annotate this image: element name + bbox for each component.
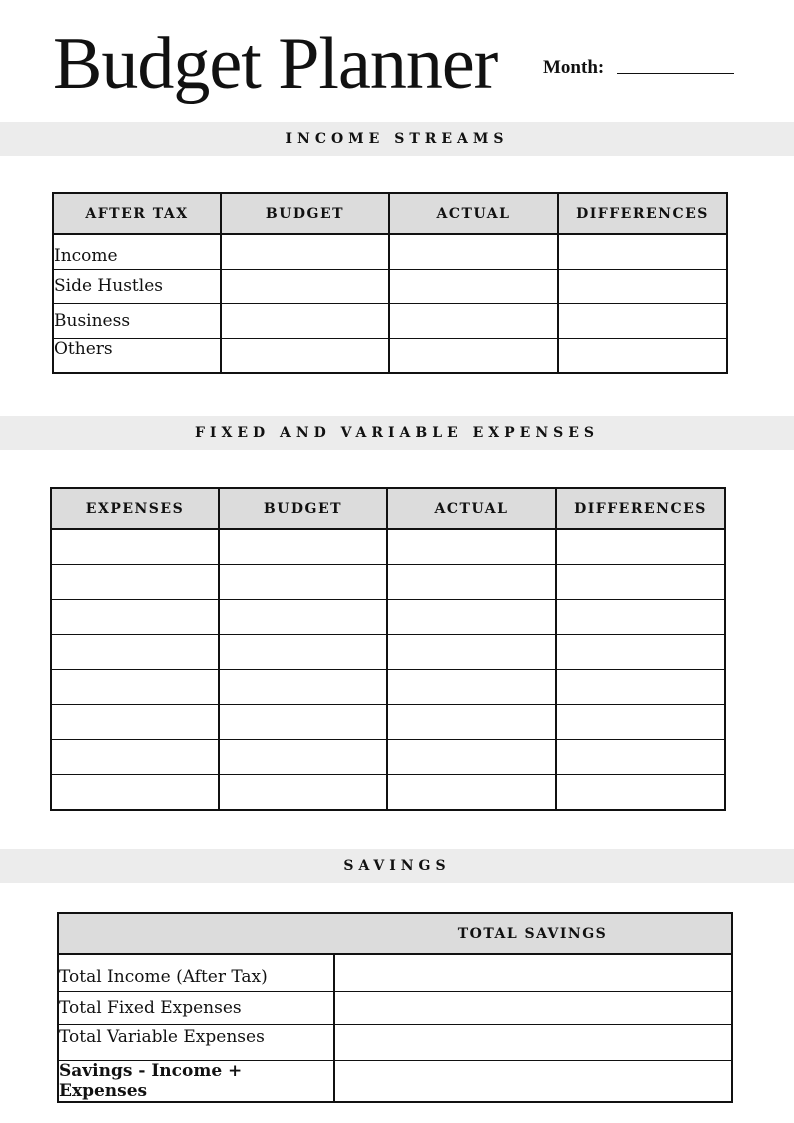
table-row xyxy=(58,1024,732,1060)
income-row-label: Income xyxy=(53,234,221,269)
actual-cell[interactable] xyxy=(387,529,556,564)
actual-cell[interactable] xyxy=(387,669,556,704)
actual-cell[interactable] xyxy=(389,338,558,373)
table-row xyxy=(53,303,727,338)
income-row-label: Others xyxy=(53,338,221,373)
table-row xyxy=(51,634,725,669)
table-row xyxy=(51,599,725,634)
actual-cell[interactable] xyxy=(387,774,556,810)
differences-cell[interactable] xyxy=(556,669,725,704)
total-savings-cell[interactable] xyxy=(334,991,732,1024)
savings-section-header: SAVINGS xyxy=(0,849,794,883)
column-header-budget: BUDGET xyxy=(219,488,387,529)
differences-cell[interactable] xyxy=(556,564,725,599)
budget-cell[interactable] xyxy=(219,739,387,774)
column-header-after-tax: AFTER TAX xyxy=(53,193,221,234)
expense-name-cell[interactable] xyxy=(51,634,219,669)
income-section-header: INCOME STREAMS xyxy=(0,122,794,156)
differences-cell[interactable] xyxy=(558,234,727,269)
page-title: Budget Planner xyxy=(53,23,498,105)
expense-name-cell[interactable] xyxy=(51,599,219,634)
savings-row-label: Total Variable Expenses xyxy=(58,1024,334,1060)
savings-header-blank xyxy=(58,913,334,954)
budget-cell[interactable] xyxy=(221,269,389,303)
budget-cell[interactable] xyxy=(221,303,389,338)
expense-name-cell[interactable] xyxy=(51,704,219,739)
table-row xyxy=(53,234,727,269)
income-row-label: Business xyxy=(53,303,221,338)
differences-cell[interactable] xyxy=(556,599,725,634)
actual-cell[interactable] xyxy=(389,234,558,269)
table-row xyxy=(58,954,732,991)
table-row xyxy=(51,739,725,774)
savings-table xyxy=(57,912,733,1103)
column-header-actual: ACTUAL xyxy=(389,193,558,234)
actual-cell[interactable] xyxy=(387,634,556,669)
actual-cell[interactable] xyxy=(387,599,556,634)
expense-name-cell[interactable] xyxy=(51,774,219,810)
differences-cell[interactable] xyxy=(556,529,725,564)
month-input-line[interactable] xyxy=(617,73,734,74)
total-savings-cell[interactable] xyxy=(334,954,732,991)
expense-name-cell[interactable] xyxy=(51,669,219,704)
actual-cell[interactable] xyxy=(387,564,556,599)
column-header-actual: ACTUAL xyxy=(387,488,556,529)
differences-cell[interactable] xyxy=(558,303,727,338)
table-row xyxy=(53,269,727,303)
expenses-section-header: FIXED AND VARIABLE EXPENSES xyxy=(0,416,794,450)
table-row xyxy=(51,529,725,564)
savings-row-label: Total Fixed Expenses xyxy=(58,991,334,1024)
budget-cell[interactable] xyxy=(219,599,387,634)
month-label: Month: xyxy=(543,57,605,78)
budget-cell[interactable] xyxy=(221,234,389,269)
column-header-expenses: EXPENSES xyxy=(51,488,219,529)
differences-cell[interactable] xyxy=(556,704,725,739)
savings-formula-label: Savings - Income + Expenses xyxy=(58,1060,334,1102)
expenses-table xyxy=(50,487,726,811)
table-row xyxy=(58,1060,732,1102)
budget-cell[interactable] xyxy=(219,564,387,599)
expense-name-cell[interactable] xyxy=(51,739,219,774)
differences-cell[interactable] xyxy=(556,739,725,774)
column-header-total-savings: TOTAL SAVINGS xyxy=(334,913,732,954)
expense-name-cell[interactable] xyxy=(51,529,219,564)
column-header-differences: DIFFERENCES xyxy=(558,193,727,234)
differences-cell[interactable] xyxy=(556,774,725,810)
actual-cell[interactable] xyxy=(387,739,556,774)
table-row xyxy=(58,991,732,1024)
differences-cell[interactable] xyxy=(556,634,725,669)
column-header-budget: BUDGET xyxy=(221,193,389,234)
income-row-label: Side Hustles xyxy=(53,269,221,303)
budget-cell[interactable] xyxy=(219,634,387,669)
expense-name-cell[interactable] xyxy=(51,564,219,599)
differences-cell[interactable] xyxy=(558,338,727,373)
table-row xyxy=(51,564,725,599)
actual-cell[interactable] xyxy=(387,704,556,739)
column-header-differences: DIFFERENCES xyxy=(556,488,725,529)
actual-cell[interactable] xyxy=(389,303,558,338)
total-savings-cell[interactable] xyxy=(334,1060,732,1102)
savings-row-label: Total Income (After Tax) xyxy=(58,954,334,991)
table-row xyxy=(51,669,725,704)
actual-cell[interactable] xyxy=(389,269,558,303)
income-table xyxy=(52,192,728,374)
budget-cell[interactable] xyxy=(221,338,389,373)
table-row xyxy=(51,774,725,810)
budget-cell[interactable] xyxy=(219,669,387,704)
budget-cell[interactable] xyxy=(219,704,387,739)
table-row xyxy=(51,704,725,739)
budget-cell[interactable] xyxy=(219,774,387,810)
budget-cell[interactable] xyxy=(219,529,387,564)
table-row xyxy=(53,338,727,373)
total-savings-cell[interactable] xyxy=(334,1024,732,1060)
differences-cell[interactable] xyxy=(558,269,727,303)
